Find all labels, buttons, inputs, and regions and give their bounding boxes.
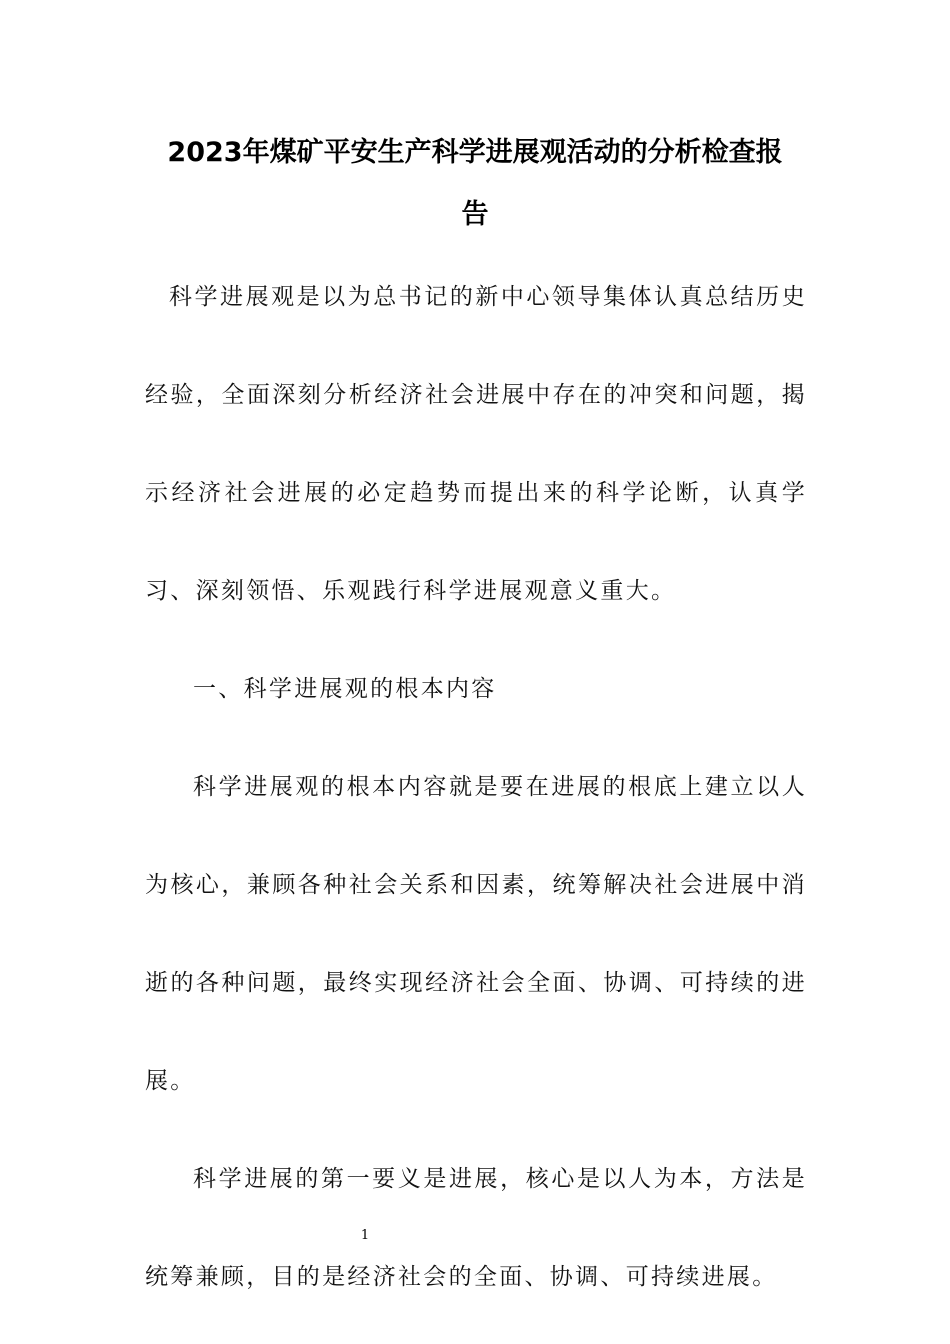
document-title <box>145 122 805 246</box>
document-body <box>145 248 807 1326</box>
title-line-1: 2023年煤矿平安生产科学进展观活动的分析检查报 <box>167 137 783 168</box>
paragraph-essence: 科学进展的第一要义是进展，核心是以人为本，方法是统筹兼顾，目的是经济社会的全面、协调、可持续进展。 <box>145 1166 807 1290</box>
title-line-2: 告 <box>461 199 489 230</box>
paragraph-content: 科学进展观的根本内容就是要在进展的根底上建立以人为核心，兼顾各种社会关系和因素，统筹解决社会进展中消逝的各种问题，最终实现经济社会全面、协调、可持续的进展。 <box>145 774 807 1094</box>
page-number: 1 <box>360 1228 370 1243</box>
paragraph-intro: 科学进展观是以为总书记的新中心领导集体认真总结历史经验，全面深刻分析经济社会进展中存在的冲突和问题，揭示经济社会进展的必定趋势而提出来的科学论断，认真学习、深刻领悟、乐观践行科学进展观意义重大。 <box>145 284 807 604</box>
section-heading: 一、科学进展观的根本内容 <box>193 676 497 702</box>
